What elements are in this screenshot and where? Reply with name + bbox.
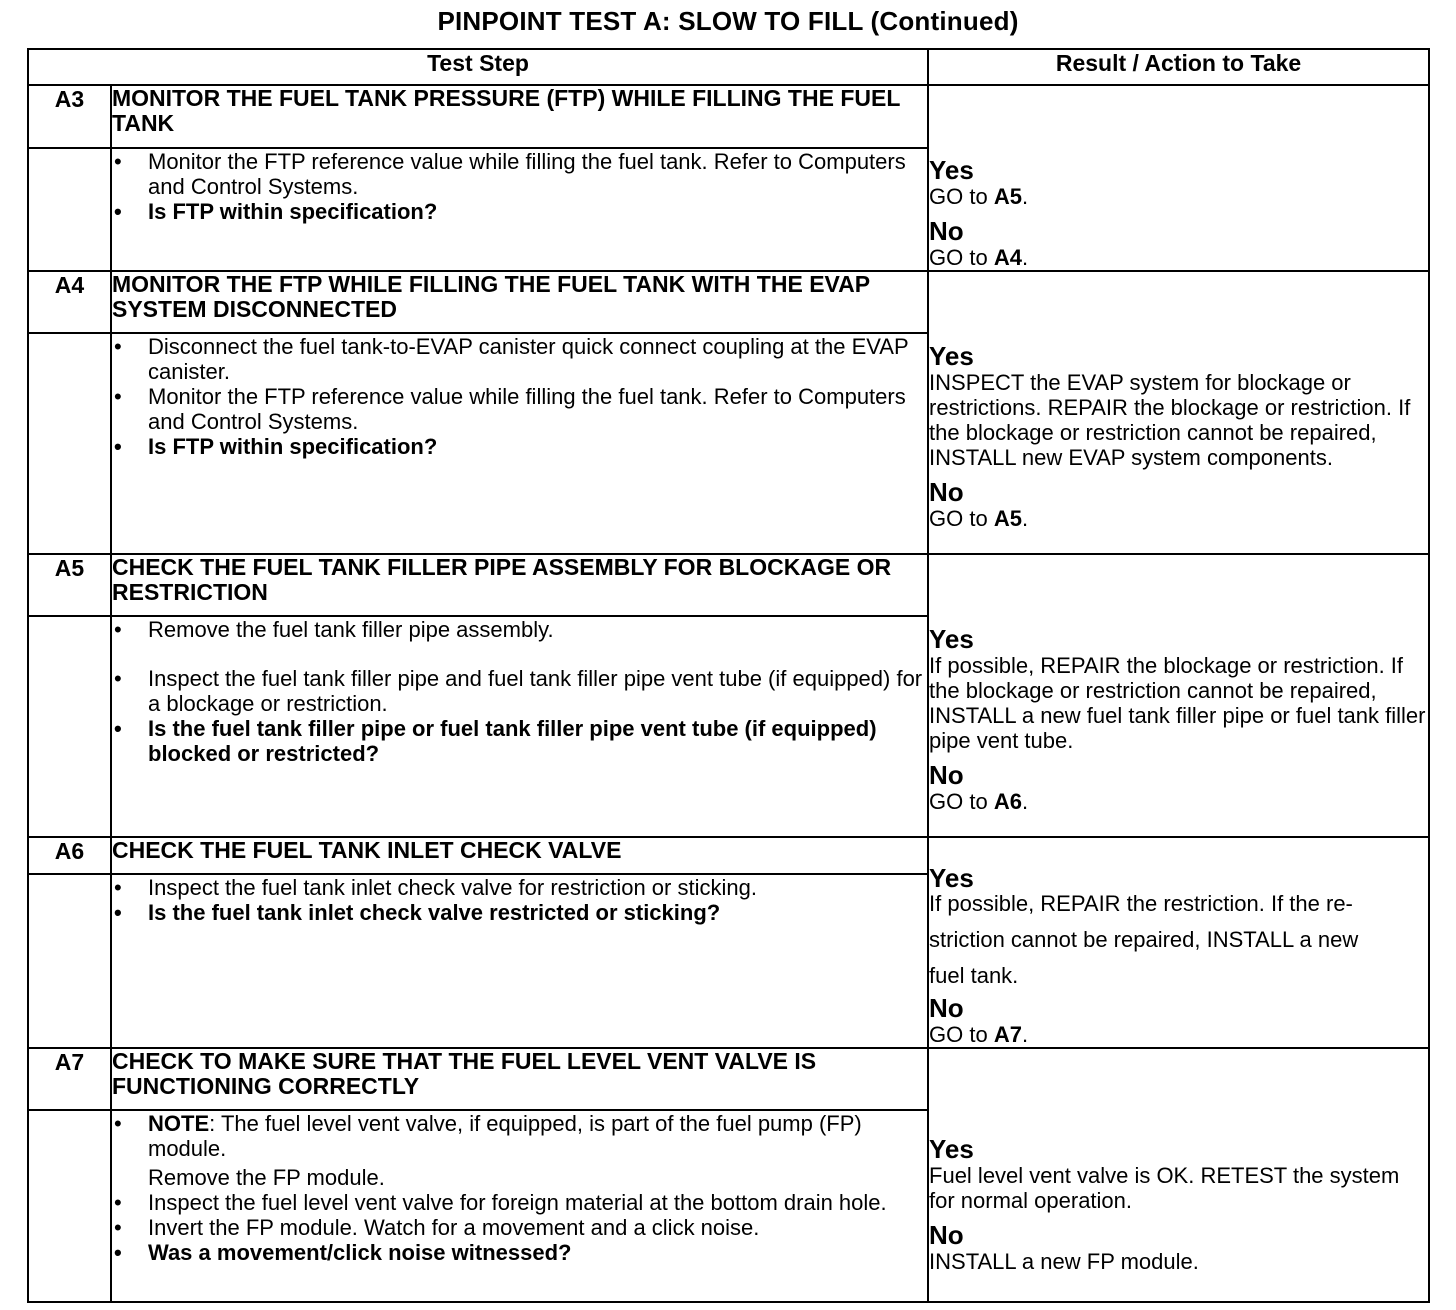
question-item: • Is FTP within specification? (112, 199, 927, 224)
note-label: NOTE (148, 1111, 210, 1136)
no-label: No (929, 993, 964, 1023)
no-action-text: GO to (929, 245, 994, 270)
result-cell (928, 554, 1429, 837)
instruction-item: • Inspect the fuel tank inlet check valve for restriction or sticking. (112, 875, 927, 900)
header-result-action: Result / Action to Take (928, 49, 1429, 85)
step-title-row (28, 271, 1429, 333)
step-reference: A6 (993, 789, 1022, 814)
step-body (111, 1110, 928, 1302)
question-item: • Was a movement/click noise witnessed? (112, 1240, 927, 1265)
no-action-text: GO to (929, 506, 994, 531)
no-action: INSTALL a new FP module. (929, 1249, 1199, 1274)
step-title: MONITOR THE FTP WHILE FILLING THE FUEL TANK WITH THE EVAP SYSTEM DISCONNECTED (111, 271, 928, 333)
step-id: A6 (28, 837, 111, 874)
yes-action: INSPECT the EVAP system for blockage or restrictions. REPAIR the blockage or restriction. If the blockage or restriction cannot be repaired, INSTALL new EVAP system components. (929, 370, 1411, 470)
step-title-row (28, 85, 1429, 148)
no-label: No (929, 760, 964, 790)
yes-label: Yes (929, 1134, 974, 1164)
question-item: • Is FTP within specification? (112, 434, 927, 459)
instruction-item: • Invert the FP module. Watch for a movement and a click noise. (112, 1215, 927, 1240)
no-action (929, 506, 1428, 531)
instruction-item: • Monitor the FTP reference value while filling the fuel tank. Refer to Computers and Control Systems. (112, 149, 927, 199)
no-label: No (929, 216, 964, 246)
step-instructions (112, 334, 927, 459)
step-body (111, 333, 928, 554)
step-id: A5 (28, 554, 111, 616)
result-cell (928, 271, 1429, 554)
yes-label: Yes (929, 624, 974, 654)
step-title-row (28, 554, 1429, 616)
step-body (111, 616, 928, 837)
yes-action-line: fuel tank. (929, 963, 1019, 988)
yes-action-line: striction cannot be repaired, INSTALL a new (929, 927, 1359, 952)
step-title: MONITOR THE FUEL TANK PRESSURE (FTP) WHILE FILLING THE FUEL TANK (111, 85, 928, 148)
step-id: A3 (28, 85, 111, 148)
instruction-item: • Inspect the fuel level vent valve for foreign material at the bottom drain hole. (112, 1190, 927, 1215)
note-item (112, 1111, 927, 1190)
step-instructions (112, 875, 927, 925)
step-instructions (112, 149, 927, 224)
step-id-spacer (28, 148, 111, 271)
note-extra: Remove the FP module. (148, 1165, 385, 1190)
step-id-spacer (28, 616, 111, 837)
yes-label: Yes (929, 341, 974, 371)
step-reference: A5 (993, 184, 1022, 209)
step-id-spacer (28, 1110, 111, 1302)
no-action (929, 1022, 1428, 1047)
page-title: PINPOINT TEST A: SLOW TO FILL (Continued) (437, 6, 1019, 36)
punctuation: . (1021, 184, 1029, 209)
step-reference: A7 (993, 1022, 1022, 1047)
instruction-item: • Monitor the FTP reference value while filling the fuel tank. Refer to Computers and Control Systems. (112, 384, 927, 434)
step-title-row (28, 837, 1429, 874)
instruction-item: • Remove the fuel tank filler pipe assembly. (112, 617, 927, 642)
step-id-spacer (28, 874, 111, 1048)
pinpoint-test-table (27, 48, 1430, 1303)
yes-label: Yes (929, 155, 974, 185)
step-title: CHECK THE FUEL TANK INLET CHECK VALVE (111, 837, 928, 874)
step-id-spacer (28, 333, 111, 554)
punctuation: . (1021, 1022, 1029, 1047)
instruction-item: • Disconnect the fuel tank-to-EVAP canister quick connect coupling at the EVAP canister. (112, 334, 927, 384)
punctuation: . (1021, 506, 1029, 531)
step-reference: A5 (993, 506, 1022, 531)
header-test-step: Test Step (28, 49, 928, 85)
yes-action-text: GO to (929, 184, 994, 209)
step-title: CHECK TO MAKE SURE THAT THE FUEL LEVEL VENT VALVE IS FUNCTIONING CORRECTLY (111, 1048, 928, 1110)
step-body (111, 148, 928, 271)
yes-action: Fuel level vent valve is OK. RETEST the system for normal operation. (929, 1163, 1400, 1213)
result-cell (928, 837, 1429, 1048)
yes-action: If possible, REPAIR the blockage or restriction. If the blockage or restriction cannot be repaired, INSTALL a new fuel tank filler pipe or fuel tank filler pipe vent tube. (929, 653, 1426, 753)
no-action (929, 245, 1428, 270)
question-item: • Is the fuel tank filler pipe or fuel tank filler pipe vent tube (if equipped) blocked or restricted? (112, 716, 927, 766)
result-cell (928, 1048, 1429, 1302)
no-label: No (929, 477, 964, 507)
step-instructions (112, 1111, 927, 1265)
no-action (929, 789, 1428, 814)
step-reference: A4 (993, 245, 1022, 270)
no-label: No (929, 1220, 964, 1250)
yes-action-line: If possible, REPAIR the restriction. If the re- (929, 891, 1353, 916)
step-body (111, 874, 928, 1048)
result-cell (928, 85, 1429, 271)
yes-action (929, 184, 1428, 209)
punctuation: . (1021, 789, 1029, 814)
no-action-text: GO to (929, 1022, 994, 1047)
punctuation: . (1021, 245, 1029, 270)
step-title: CHECK THE FUEL TANK FILLER PIPE ASSEMBLY FOR BLOCKAGE OR RESTRICTION (111, 554, 928, 616)
no-action-text: GO to (929, 789, 994, 814)
step-id: A4 (28, 271, 111, 333)
table-header-row (28, 49, 1429, 85)
note-text: : The fuel level vent valve, if equipped, is part of the fuel pump (FP) module. (148, 1111, 862, 1161)
step-id: A7 (28, 1048, 111, 1110)
question-item: • Is the fuel tank inlet check valve restricted or sticking? (112, 900, 927, 925)
instruction-item: • Inspect the fuel tank filler pipe and fuel tank filler pipe vent tube (if equipped) for a blockage or restriction. (112, 666, 927, 716)
yes-action (929, 886, 1428, 994)
yes-label: Yes (929, 863, 974, 893)
step-title-row (28, 1048, 1429, 1110)
step-instructions (112, 617, 927, 766)
